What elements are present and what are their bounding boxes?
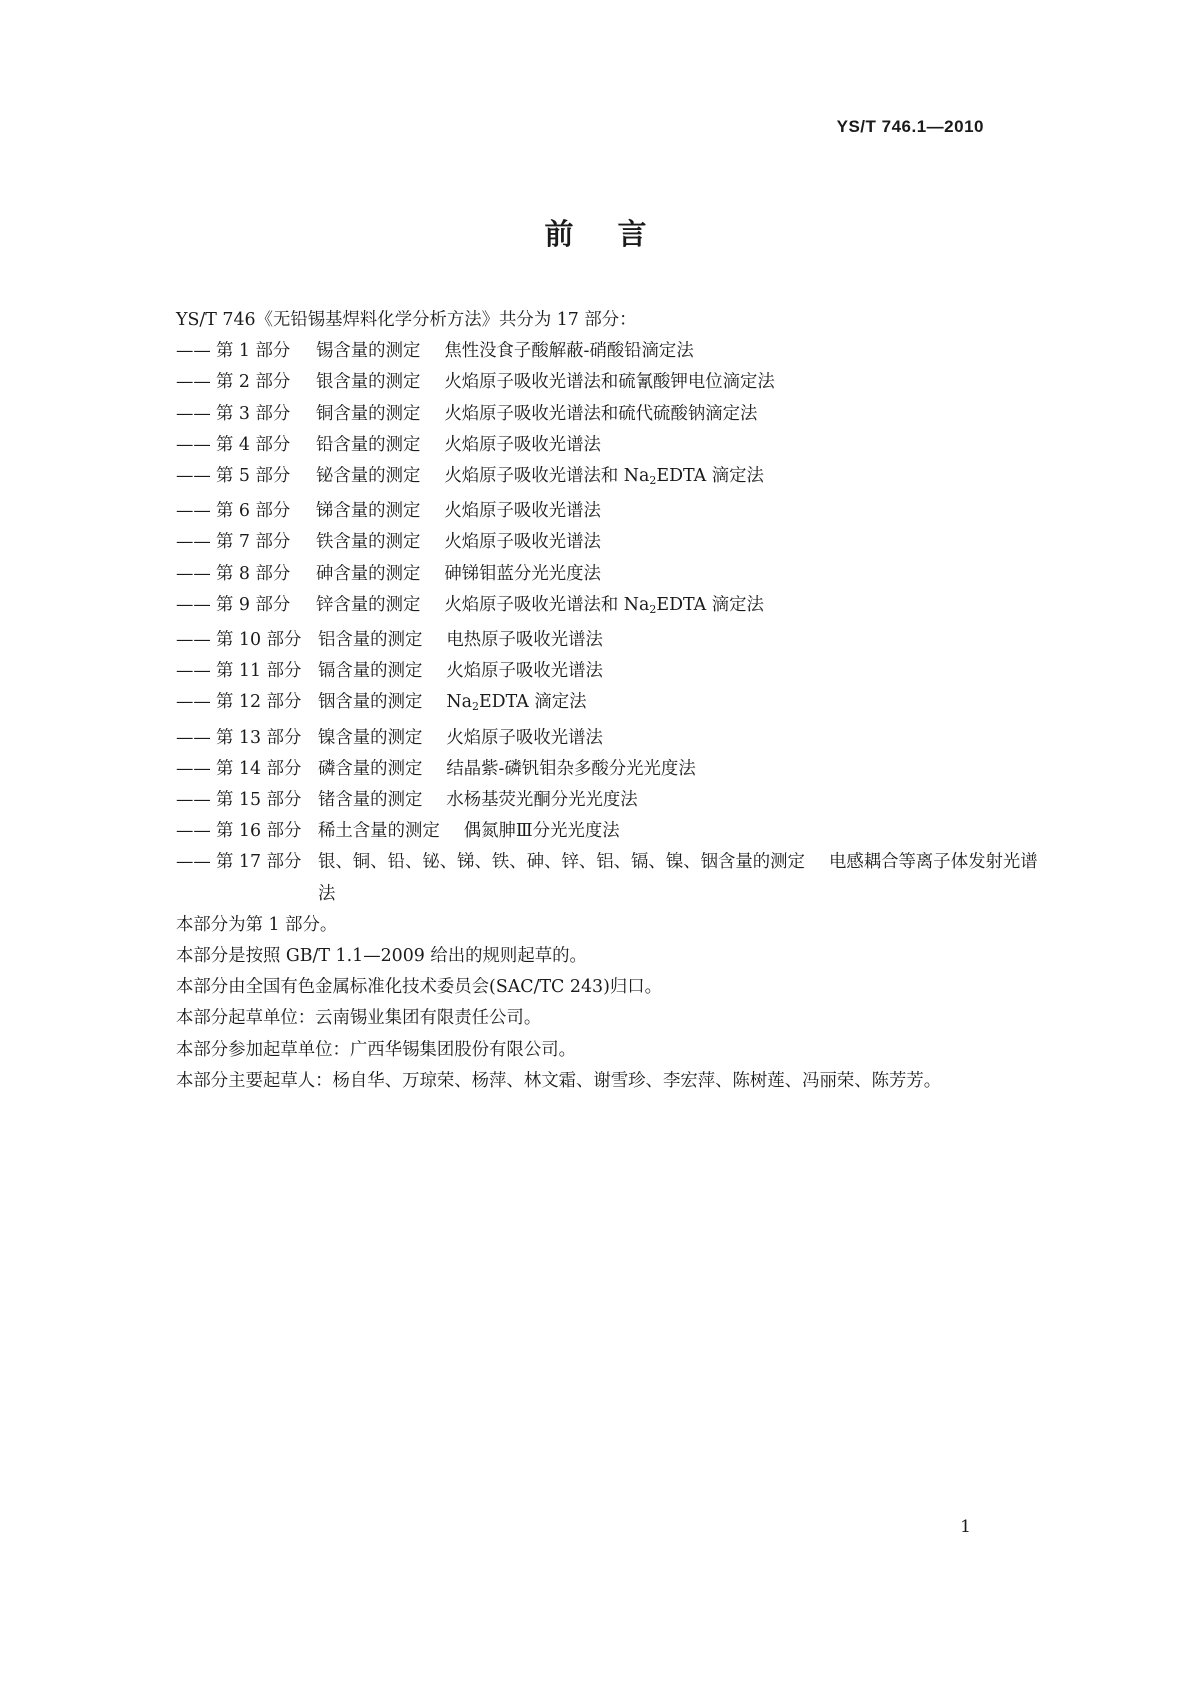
- part-topic: 铜含量的测定: [316, 403, 421, 424]
- part-number: 第 13 部分: [216, 727, 302, 748]
- list-item-part-15: [176, 785, 1046, 816]
- part-topic: 锗含量的测定: [318, 790, 423, 811]
- dash: ——: [176, 790, 211, 811]
- part-number: 第 8 部分: [216, 563, 291, 584]
- dash: ——: [176, 821, 211, 842]
- note-line-1: 本部分为第 1 部分。: [176, 914, 338, 935]
- page-number: 1: [960, 1517, 971, 1537]
- document-body: [176, 305, 1046, 1097]
- part-method: 结晶紫-磷钒钼杂多酸分光光度法: [446, 758, 696, 779]
- part-number: 第 7 部分: [216, 532, 291, 553]
- part-method: 火焰原子吸收光谱法: [446, 727, 603, 748]
- list-item-part-8: [176, 559, 1046, 590]
- part-method: 火焰原子吸收光谱法: [444, 501, 601, 522]
- list-item-part-4: [176, 430, 1046, 461]
- part-topic: 锑含量的测定: [316, 501, 421, 522]
- list-item-part-14: [176, 754, 1046, 785]
- list-item-part-5: [176, 461, 1046, 496]
- dash: ——: [176, 403, 211, 424]
- part-number: 第 15 部分: [216, 790, 302, 811]
- list-item-part-17: [176, 847, 1046, 909]
- part-method-text: 火焰原子吸收光谱法和 Na: [444, 466, 650, 487]
- dash: ——: [176, 692, 211, 713]
- dash: ——: [176, 727, 211, 748]
- dash: ——: [176, 661, 211, 682]
- subscript: 2: [649, 602, 657, 616]
- list-item-part-6: [176, 496, 1046, 527]
- part-number: 第 1 部分: [216, 341, 291, 362]
- list-item-part-3: [176, 399, 1046, 430]
- part-topic: 磷含量的测定: [318, 758, 423, 779]
- list-item-part-16: [176, 816, 1046, 847]
- list-item-part-1: [176, 336, 1046, 367]
- part-method: [444, 590, 764, 625]
- note-line-2: 本部分是按照 GB/T 1.1—2009 给出的规则起草的。: [176, 946, 587, 967]
- part-topic: 铝含量的测定: [318, 630, 423, 651]
- part-method-text: EDTA 滴定法: [656, 466, 764, 487]
- part-method: [446, 687, 586, 722]
- part-content: [318, 847, 1046, 909]
- list-item-part-11: [176, 656, 1046, 687]
- note-line-5: 本部分参加起草单位：广西华锡集团股份有限公司。: [176, 1039, 576, 1060]
- dash: ——: [176, 532, 211, 553]
- subscript: 2: [649, 474, 657, 488]
- part-topic: 铟含量的测定: [318, 692, 423, 713]
- part-topic: 镉含量的测定: [318, 661, 423, 682]
- part-method: 砷锑钼蓝分光光度法: [444, 563, 601, 584]
- note-line-4: 本部分起草单位：云南锡业集团有限责任公司。: [176, 1008, 542, 1029]
- part-topic: 镍含量的测定: [318, 727, 423, 748]
- part-number: 第 2 部分: [216, 372, 291, 393]
- dash: ——: [176, 594, 211, 615]
- part-method: 偶氮胂Ⅲ分光光度法: [463, 821, 620, 842]
- part-method: 火焰原子吸收光谱法: [444, 532, 601, 553]
- part-topic: 砷含量的测定: [316, 563, 421, 584]
- part-method: 火焰原子吸收光谱法: [446, 661, 603, 682]
- dash: ——: [176, 501, 211, 522]
- list-item-part-12: [176, 687, 1046, 722]
- list-item-part-13: [176, 723, 1046, 754]
- part-method-text: EDTA 滴定法: [656, 594, 764, 615]
- part-topic: 锌含量的测定: [316, 594, 421, 615]
- part-topic: 铋含量的测定: [316, 466, 421, 487]
- list-item-part-10: [176, 625, 1046, 656]
- subscript: 2: [471, 700, 479, 714]
- part-method: 火焰原子吸收光谱法和硫代硫酸钠滴定法: [444, 403, 758, 424]
- intro-line: YS/T 746《无铅锡基焊料化学分析方法》共分为 17 部分：: [176, 310, 637, 330]
- dash: ——: [176, 758, 211, 779]
- part-number: 第 9 部分: [216, 594, 291, 615]
- page-title: 前言: [544, 217, 691, 251]
- part-number: 第 16 部分: [216, 821, 302, 842]
- part-number: 第 3 部分: [216, 403, 291, 424]
- list-item-part-7: [176, 527, 1046, 558]
- part-number: 第 6 部分: [216, 501, 291, 522]
- part-method: [444, 461, 764, 496]
- list-item-part-2: [176, 367, 1046, 398]
- dash: ——: [176, 563, 211, 584]
- part-method-text: Na: [446, 692, 472, 713]
- part-number: 第 4 部分: [216, 434, 291, 455]
- part-topic: 稀土含量的测定: [318, 821, 440, 842]
- part-topic: 锡含量的测定: [316, 341, 421, 362]
- note-line-6: 本部分主要起草人：杨自华、万琼荣、杨萍、林文霜、谢雪珍、李宏萍、陈树莲、冯丽荣、陈芳芳。: [176, 1070, 942, 1091]
- part-number: 第 11 部分: [216, 661, 302, 682]
- part-method: 电热原子吸收光谱法: [446, 630, 603, 651]
- list-item-part-9: [176, 590, 1046, 625]
- part-method-text: EDTA 滴定法: [478, 692, 587, 713]
- part-number: 第 5 部分: [216, 466, 291, 487]
- part-method: 焦性没食子酸解蔽-硝酸铅滴定法: [444, 341, 694, 362]
- dash: ——: [176, 466, 211, 487]
- part-topic: 铁含量的测定: [316, 532, 421, 553]
- dash: ——: [176, 434, 211, 455]
- part-topic: 银、铜、铅、铋、锑、铁、砷、锌、铝、镉、镍、铟含量的测定: [318, 852, 805, 873]
- part-method-text: 火焰原子吸收光谱法和 Na: [444, 594, 650, 615]
- part-topic: 铅含量的测定: [316, 434, 421, 455]
- dash: ——: [176, 372, 211, 393]
- part-method: 水杨基荧光酮分光光度法: [446, 790, 638, 811]
- standard-code: YS/T 746.1—2010: [836, 117, 984, 136]
- dash: ——: [176, 852, 211, 873]
- part-topic: 银含量的测定: [316, 372, 421, 393]
- part-number: 第 17 部分: [216, 852, 302, 873]
- part-method: 火焰原子吸收光谱法: [444, 434, 601, 455]
- part-method: 电感耦合等离子体发射光谱法: [318, 852, 1038, 904]
- part-number: 第 14 部分: [216, 758, 302, 779]
- part-number: 第 12 部分: [216, 692, 302, 713]
- dash: ——: [176, 341, 211, 362]
- dash: ——: [176, 630, 211, 651]
- note-line-3: 本部分由全国有色金属标准化技术委员会(SAC/TC 243)归口。: [176, 977, 663, 998]
- part-number: 第 10 部分: [216, 630, 302, 651]
- part-method: 火焰原子吸收光谱法和硫氰酸钾电位滴定法: [444, 372, 775, 393]
